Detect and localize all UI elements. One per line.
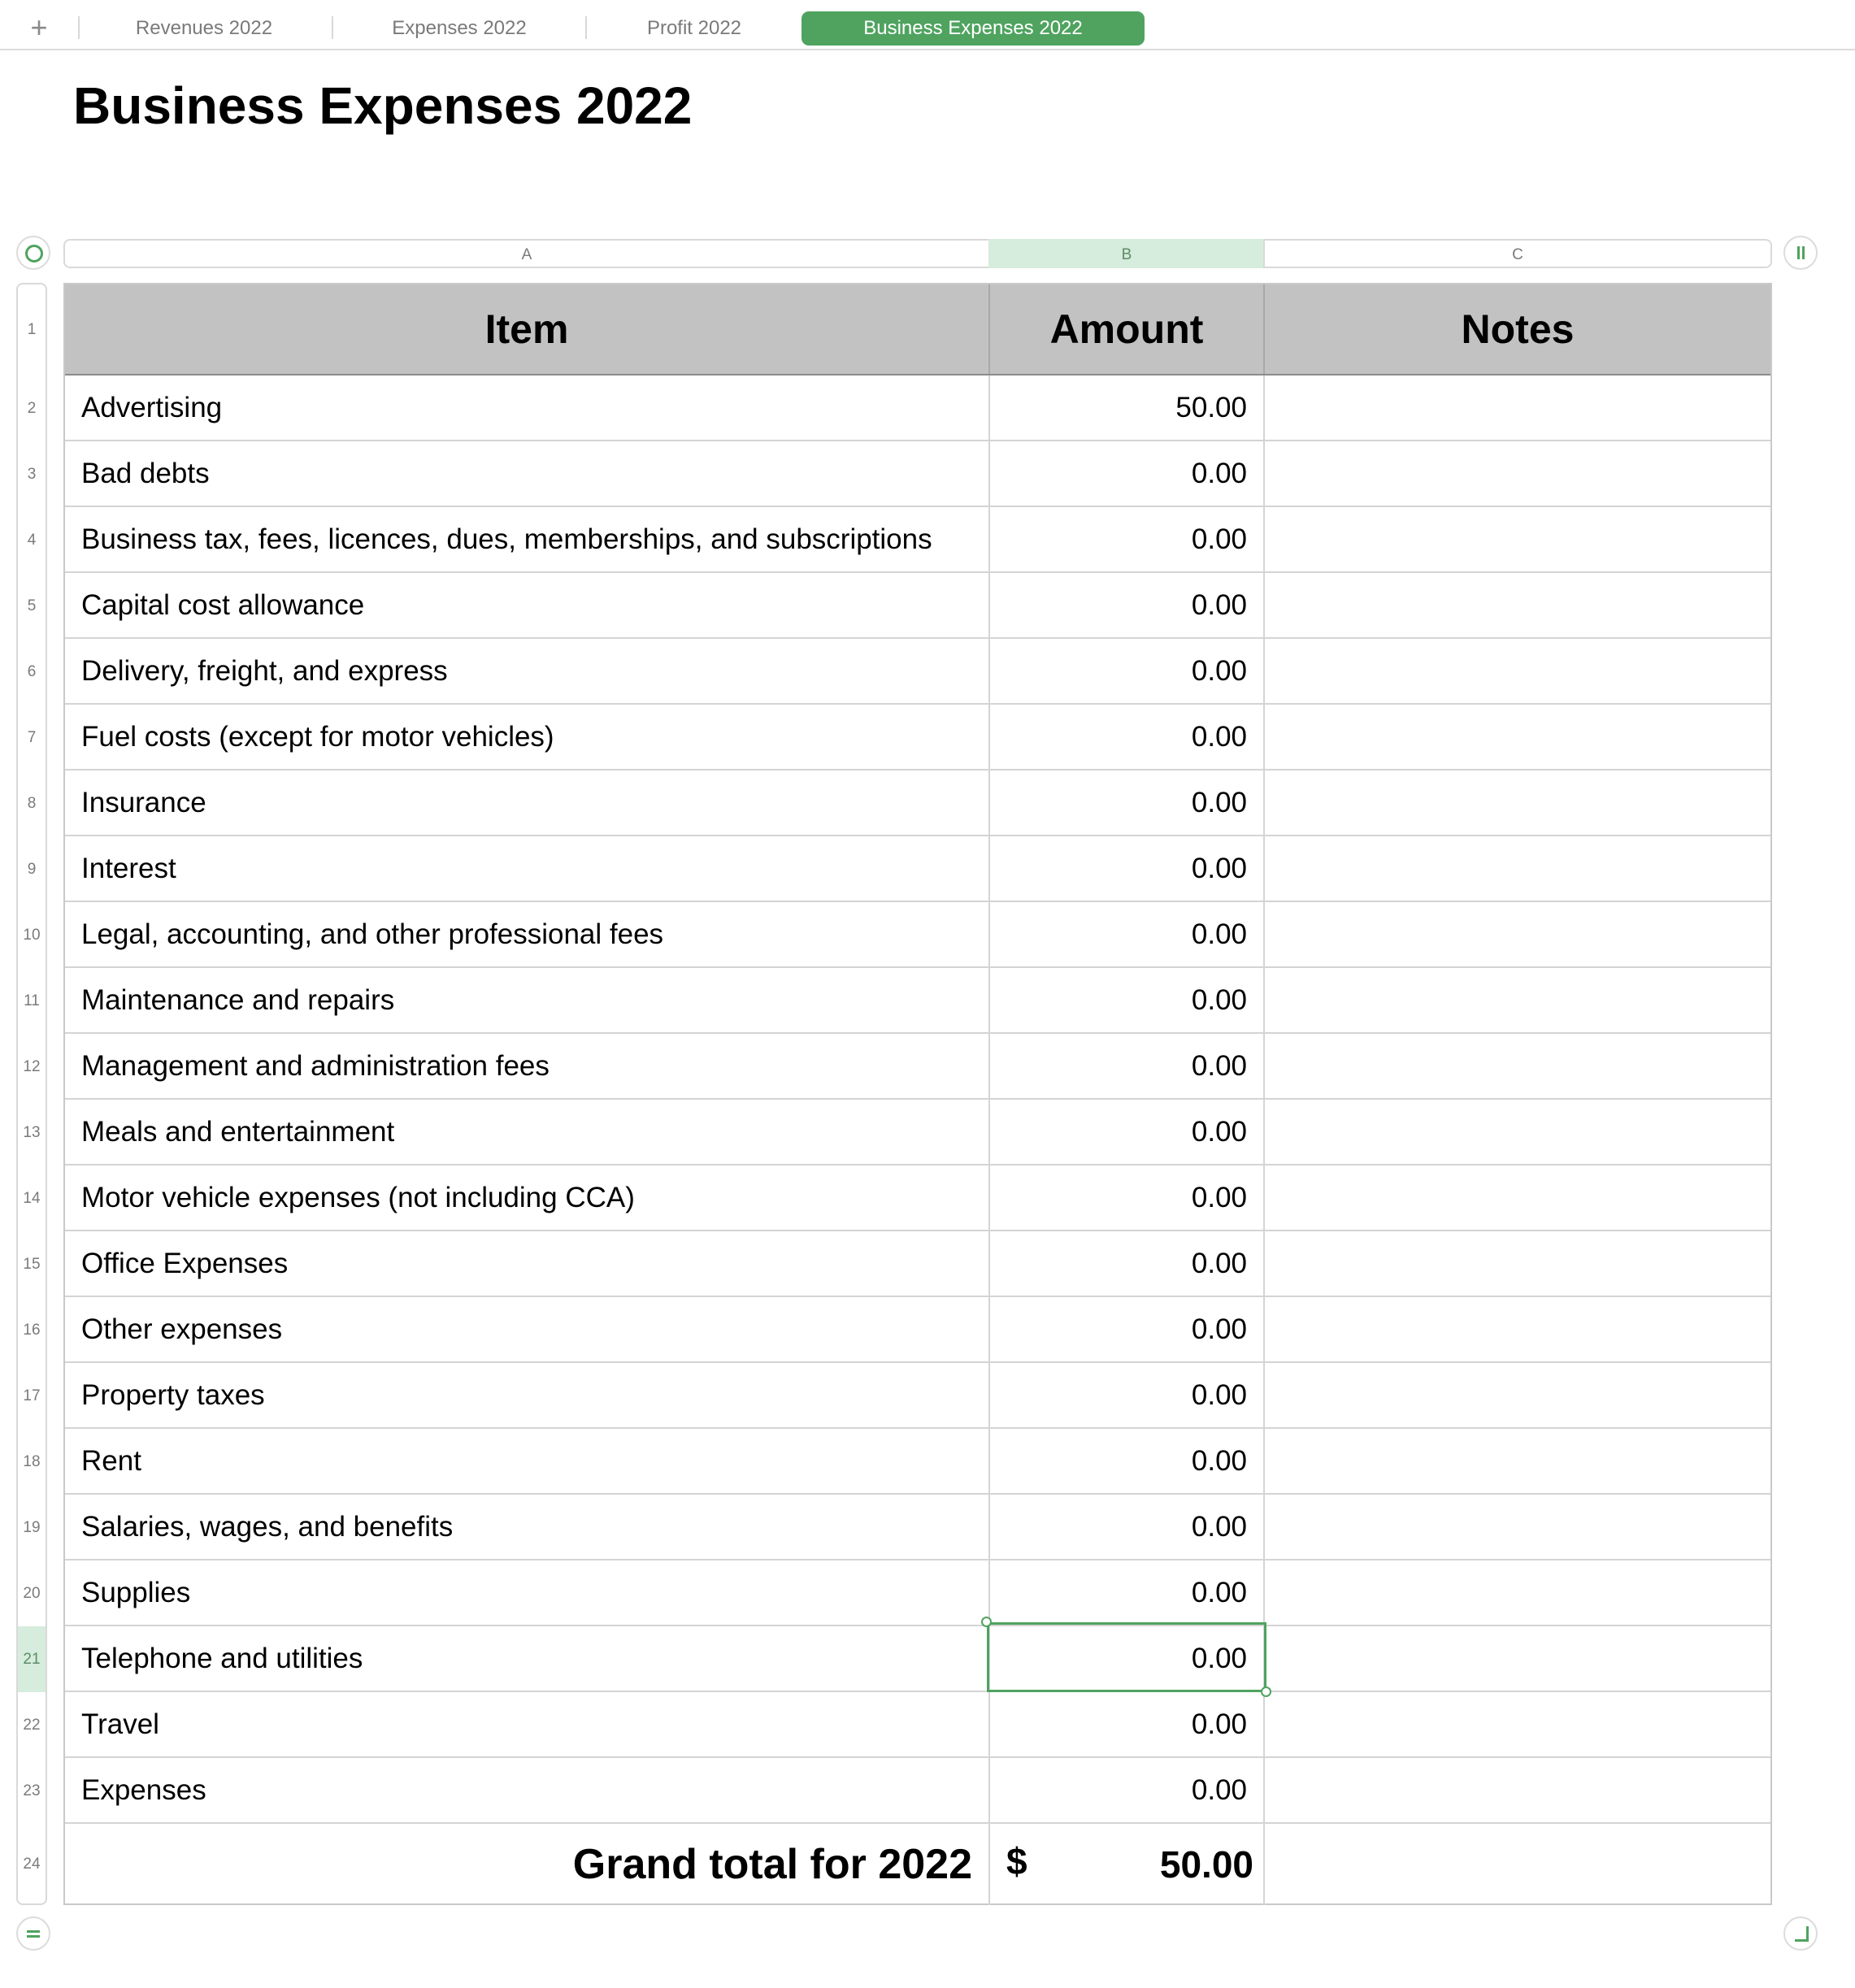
header-cell-amount[interactable]: Amount	[990, 284, 1265, 374]
table-row	[65, 375, 1770, 441]
table-row	[65, 1560, 1770, 1626]
header-cell-item[interactable]: Item	[65, 284, 990, 374]
notes-cell[interactable]	[1265, 1560, 1770, 1625]
row-number[interactable]: 6	[27, 663, 37, 680]
row-number[interactable]: 20	[23, 1585, 41, 1602]
selection-handle[interactable]	[981, 1617, 992, 1627]
item-cell[interactable]: Maintenance and repairs	[65, 968, 990, 1032]
notes-cell[interactable]	[1265, 1100, 1770, 1164]
item-cell[interactable]: Motor vehicle expenses (not including CCA)	[65, 1165, 990, 1230]
grand-total-amount-cell[interactable]	[990, 1824, 1265, 1905]
column-header-c[interactable]: C	[1263, 239, 1772, 268]
notes-cell[interactable]	[1265, 902, 1770, 966]
table-row	[65, 573, 1770, 639]
notes-cell[interactable]	[1265, 1626, 1770, 1691]
item-cell[interactable]: Capital cost allowance	[65, 573, 990, 637]
sheet-tab-bar	[0, 5, 1855, 50]
row-number[interactable]: 10	[23, 927, 41, 944]
notes-cell[interactable]	[1265, 836, 1770, 901]
amount-cell[interactable]: 0.00	[990, 441, 1265, 506]
row-number[interactable]: 4	[27, 532, 37, 549]
row-number[interactable]: 16	[23, 1322, 41, 1339]
notes-cell[interactable]	[1265, 1034, 1770, 1098]
table-row	[65, 968, 1770, 1034]
amount-cell[interactable]: 0.00	[990, 1297, 1265, 1361]
amount-cell[interactable]: 0.00	[990, 1363, 1265, 1427]
table-row	[65, 1692, 1770, 1758]
table-row	[65, 1231, 1770, 1297]
row-number[interactable]: 12	[23, 1058, 41, 1075]
tab-separator	[332, 16, 333, 39]
tab-separator	[78, 16, 80, 39]
table-row	[65, 441, 1770, 507]
item-cell[interactable]: Legal, accounting, and other professional fees	[65, 902, 990, 966]
notes-cell[interactable]	[1265, 1495, 1770, 1559]
table-row	[65, 770, 1770, 836]
table-select-handle-icon[interactable]	[16, 236, 50, 270]
table-row	[65, 1626, 1770, 1692]
table-row	[65, 507, 1770, 573]
tab-business-expenses-2022[interactable]: Business Expenses 2022	[802, 11, 1145, 46]
row-number[interactable]: 19	[23, 1519, 41, 1536]
item-cell[interactable]: Travel	[65, 1692, 990, 1756]
notes-cell[interactable]	[1265, 639, 1770, 703]
amount-cell[interactable]: 0.00	[990, 639, 1265, 703]
table-row	[65, 1165, 1770, 1231]
currency-symbol: $	[1006, 1840, 1027, 1882]
table-row	[65, 1100, 1770, 1165]
resize-table-handle-icon[interactable]	[1783, 1916, 1818, 1951]
amount-cell[interactable]: 0.00	[990, 1034, 1265, 1098]
row-number[interactable]: 22	[23, 1717, 41, 1734]
row-number[interactable]: 11	[24, 992, 40, 1009]
notes-cell[interactable]	[1265, 1297, 1770, 1361]
table-row	[65, 1429, 1770, 1495]
notes-cell[interactable]	[1265, 375, 1770, 440]
notes-cell[interactable]	[1265, 1692, 1770, 1756]
item-cell[interactable]: Interest	[65, 836, 990, 901]
table-row	[65, 1034, 1770, 1100]
row-number[interactable]: 5	[27, 597, 37, 614]
amount-cell[interactable]: 0.00	[990, 1692, 1265, 1756]
column-header-b[interactable]: B	[988, 239, 1263, 268]
grand-total-notes-cell[interactable]	[1265, 1824, 1770, 1905]
item-cell[interactable]: Meals and entertainment	[65, 1100, 990, 1164]
notes-cell[interactable]	[1265, 1363, 1770, 1427]
row-number[interactable]: 3	[27, 466, 37, 483]
tab-profit-2022[interactable]: Profit 2022	[646, 17, 742, 39]
notes-cell[interactable]	[1265, 1231, 1770, 1296]
notes-cell[interactable]	[1265, 441, 1770, 506]
amount-cell[interactable]: 0.00	[990, 1758, 1265, 1822]
notes-cell[interactable]	[1265, 968, 1770, 1032]
row-number[interactable]: 13	[23, 1124, 41, 1141]
item-cell[interactable]: Bad debts	[65, 441, 990, 506]
tab-separator	[585, 16, 587, 39]
row-number[interactable]: 7	[27, 729, 37, 746]
row-number[interactable]: 14	[23, 1190, 41, 1207]
row-number[interactable]: 15	[23, 1256, 41, 1273]
amount-cell[interactable]: 0.00	[990, 836, 1265, 901]
notes-cell[interactable]	[1265, 770, 1770, 835]
amount-cell[interactable]: 0.00	[990, 1165, 1265, 1230]
amount-cell[interactable]: 0.00	[990, 770, 1265, 835]
column-header-a[interactable]: A	[63, 239, 988, 268]
row-number[interactable]: 24	[23, 1856, 41, 1873]
item-cell[interactable]: Delivery, freight, and express	[65, 639, 990, 703]
item-cell[interactable]: Fuel costs (except for motor vehicles)	[65, 705, 990, 769]
selected-cell-outline	[987, 1622, 1266, 1692]
amount-cell[interactable]: 50.00	[990, 375, 1265, 440]
amount-cell[interactable]: 0.00	[990, 1100, 1265, 1164]
notes-cell[interactable]	[1265, 573, 1770, 637]
header-cell-notes[interactable]: Notes	[1461, 306, 1575, 352]
notes-cell[interactable]	[1265, 1165, 1770, 1230]
item-cell[interactable]: Other expenses	[65, 1297, 990, 1361]
item-cell[interactable]: Management and administration fees	[65, 1034, 990, 1098]
row-number[interactable]: 23	[23, 1782, 41, 1799]
grand-total-amount: 50.00	[1159, 1843, 1253, 1886]
amount-cell[interactable]: 0.00	[990, 1231, 1265, 1296]
table-header-row	[65, 284, 1770, 375]
row-number[interactable]: 18	[23, 1453, 41, 1470]
tab-expenses-2022[interactable]: Expenses 2022	[392, 17, 527, 39]
item-cell[interactable]: Advertising	[65, 375, 990, 440]
amount-cell[interactable]: 0.00	[990, 902, 1265, 966]
sheet-title[interactable]: Business Expenses 2022	[73, 76, 693, 135]
amount-cell[interactable]: 0.00	[990, 1495, 1265, 1559]
amount-cell[interactable]: 0.00	[990, 968, 1265, 1032]
amount-cell[interactable]: 0.00	[990, 507, 1265, 571]
notes-cell[interactable]	[1265, 705, 1770, 769]
table-row	[65, 705, 1770, 770]
selection-handle[interactable]	[1261, 1686, 1271, 1697]
item-cell[interactable]: Insurance	[65, 770, 990, 835]
add-row-handle-icon[interactable]	[16, 1916, 50, 1951]
amount-cell[interactable]: 0.00	[990, 573, 1265, 637]
amount-cell[interactable]: 0.00	[990, 1560, 1265, 1625]
row-number[interactable]: 9	[27, 861, 37, 878]
item-cell[interactable]: Telephone and utilities	[65, 1626, 990, 1691]
table-row	[65, 1297, 1770, 1363]
table-row	[65, 902, 1770, 968]
notes-cell[interactable]	[1265, 507, 1770, 571]
row-number[interactable]: 2	[27, 400, 37, 417]
notes-cell[interactable]	[1265, 1758, 1770, 1822]
table-row	[65, 1363, 1770, 1429]
amount-cell[interactable]: 0.00	[990, 1626, 1265, 1691]
row-number[interactable]: 17	[23, 1387, 41, 1404]
item-cell[interactable]: Office Expenses	[65, 1231, 990, 1296]
table-row	[65, 639, 1770, 705]
spreadsheet-table	[63, 283, 1772, 1905]
notes-cell[interactable]	[1265, 1429, 1770, 1493]
amount-cell[interactable]: 0.00	[990, 1429, 1265, 1493]
item-cell[interactable]: Salaries, wages, and benefits	[65, 1495, 990, 1559]
row-number[interactable]: 8	[27, 795, 37, 812]
tab-revenues-2022[interactable]: Revenues 2022	[135, 17, 273, 39]
item-cell[interactable]: Rent	[65, 1429, 990, 1493]
grand-total-label[interactable]: Grand total for 2022	[65, 1824, 990, 1905]
row-header-strip	[16, 283, 47, 1905]
row-number[interactable]: 1	[27, 321, 37, 338]
table-row	[65, 1495, 1770, 1560]
item-cell[interactable]: Property taxes	[65, 1363, 990, 1427]
table-row	[65, 836, 1770, 902]
add-column-handle-icon[interactable]	[1783, 236, 1818, 270]
grand-total-row	[65, 1824, 1770, 1905]
item-cell[interactable]: Supplies	[65, 1560, 990, 1625]
table-row	[65, 1758, 1770, 1824]
add-sheet-button[interactable]: +	[30, 11, 48, 44]
amount-cell[interactable]: 0.00	[990, 705, 1265, 769]
item-cell[interactable]: Expenses	[65, 1758, 990, 1822]
item-cell[interactable]: Business tax, fees, licences, dues, memberships, and subscriptions	[65, 507, 990, 571]
row-number[interactable]: 21	[18, 1626, 46, 1692]
